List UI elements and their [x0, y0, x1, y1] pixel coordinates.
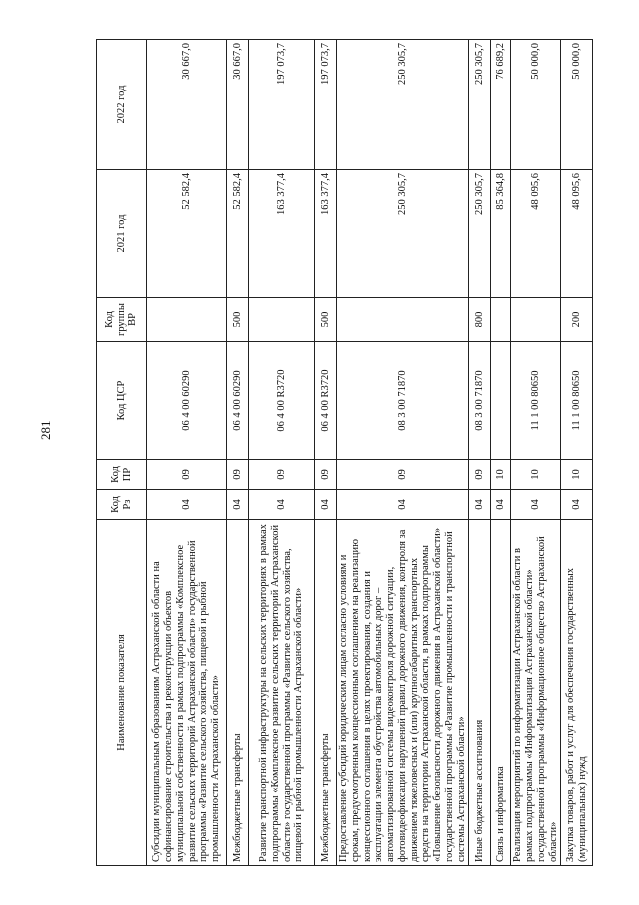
- cell-pr: 09: [337, 460, 469, 490]
- cell-csr: 08 3 00 71870: [337, 342, 469, 460]
- cell-csr: 06 4 00 R3720: [315, 342, 337, 460]
- cell-vr: 500: [227, 298, 249, 342]
- cell-vr: [337, 298, 469, 342]
- cell-vr: 200: [561, 298, 593, 342]
- col-header-2022: 2022 год: [97, 40, 147, 170]
- cell-csr: 11 1 00 80650: [511, 342, 561, 460]
- col-header-name: Наименование показателя: [97, 520, 147, 866]
- col-header-vr: Код группы ВР: [97, 298, 147, 342]
- cell-rz: 04: [249, 490, 315, 520]
- page-number: 281: [38, 420, 53, 440]
- cell-2022: 250 305,7: [337, 40, 469, 170]
- budget-table: [96, 39, 593, 866]
- cell-2021: 52 582,4: [147, 170, 227, 298]
- cell-pr: 10: [491, 460, 511, 490]
- cell-pr: 09: [227, 460, 249, 490]
- cell-csr: 06 4 00 60290: [227, 342, 249, 460]
- col-header-rz: Код Рз: [97, 490, 147, 520]
- cell-csr: 06 4 00 R3720: [249, 342, 315, 460]
- cell-2021: 163 377,4: [249, 170, 315, 298]
- cell-2022: 50 000,0: [511, 40, 561, 170]
- cell-2022: 50 000,0: [561, 40, 593, 170]
- cell-2021: 163 377,4: [315, 170, 337, 298]
- cell-rz: 04: [337, 490, 469, 520]
- table-row: [249, 40, 315, 866]
- table-row: [511, 40, 561, 866]
- cell-pr: 10: [511, 460, 561, 490]
- cell-rz: 04: [227, 490, 249, 520]
- cell-2021: 52 582,4: [227, 170, 249, 298]
- cell-2021: 250 305,7: [337, 170, 469, 298]
- table-row: [227, 40, 249, 866]
- header-row: [97, 40, 147, 866]
- cell-vr: [147, 298, 227, 342]
- cell-2022: 197 073,7: [249, 40, 315, 170]
- budget-table-container: [96, 40, 588, 866]
- cell-rz: 04: [147, 490, 227, 520]
- table-row: [147, 40, 227, 866]
- cell-2022: 76 689,2: [491, 40, 511, 170]
- table-row: [337, 40, 469, 866]
- cell-name: Межбюджетные трансферты: [315, 520, 337, 866]
- cell-pr: 09: [249, 460, 315, 490]
- col-header-2021: 2021 год: [97, 170, 147, 298]
- cell-name: Предоставление субсидий юридическим лицам согласно условиям и срокам, предусмотренным концессионным соглашением на реализацию концессионного соглашения в целях проектирования, создания и эксплуатации элемента обустройства автомобильных дорог – автоматизированной системы видеоконтроля дорожной ситуации, фотовидеофиксации нарушений правил дорожного движения, контроля за движением тяжеловесных и (или) крупногабаритных транспортных средств на территории Астраханской области, в рамках подпрограммы «Повышение безопасности дорожного движения в Астраханской области» государственной программы «Развитие промышленности и транспортной системы Астраханской области»: [337, 520, 469, 866]
- cell-2021: 85 364,8: [491, 170, 511, 298]
- cell-csr: 08 3 00 71870: [469, 342, 491, 460]
- cell-pr: 09: [147, 460, 227, 490]
- cell-2022: 30 667,0: [147, 40, 227, 170]
- cell-2021: 48 095,6: [561, 170, 593, 298]
- col-header-csr: Код ЦСР: [97, 342, 147, 460]
- cell-2022: 197 073,7: [315, 40, 337, 170]
- cell-vr: [491, 298, 511, 342]
- cell-rz: 04: [561, 490, 593, 520]
- cell-vr: [511, 298, 561, 342]
- cell-rz: 04: [491, 490, 511, 520]
- cell-rz: 04: [511, 490, 561, 520]
- col-header-pr: Код ПР: [97, 460, 147, 490]
- cell-name: Межбюджетные трансферты: [227, 520, 249, 866]
- table-row: [315, 40, 337, 866]
- cell-name: Связь и информатика: [491, 520, 511, 866]
- cell-2021: 48 095,6: [511, 170, 561, 298]
- cell-2021: 250 305,7: [469, 170, 491, 298]
- cell-csr: 06 4 00 60290: [147, 342, 227, 460]
- cell-pr: 09: [469, 460, 491, 490]
- cell-csr: 11 1 00 80650: [561, 342, 593, 460]
- cell-name: Субсидии муниципальным образованиям Астраханской области на софинансирование строительства и реконструкции объектов муниципальной собственности в рамках подпрограммы «Комплексное развитие сельских территорий Астраханской области» государственной программы «Развитие сельского хозяйства, пищевой и рыбной промышленности Астраханской области»: [147, 520, 227, 866]
- cell-csr: [491, 342, 511, 460]
- cell-vr: 500: [315, 298, 337, 342]
- cell-name: Иные бюджетные ассигнования: [469, 520, 491, 866]
- cell-rz: 04: [469, 490, 491, 520]
- cell-name: Закупка товаров, работ и услуг для обеспечения государственных (муниципальных) нужд: [561, 520, 593, 866]
- cell-vr: [249, 298, 315, 342]
- cell-name: Реализация мероприятий по информатизации Астраханской области в рамках подпрограммы «Информатизация Астраханской области» государственной программы «Информационное общество Астраханской области»: [511, 520, 561, 866]
- cell-2022: 250 305,7: [469, 40, 491, 170]
- cell-2022: 30 667,0: [227, 40, 249, 170]
- cell-rz: 04: [315, 490, 337, 520]
- cell-name: Развитие транспортной инфраструктуры на сельских территориях в рамках подпрограммы «Комплексное развитие сельских территорий Астраханской области» государственной программы «Развитие сельского хозяйства, пищевой и рыбной промышленности Астраханской области»: [249, 520, 315, 866]
- cell-pr: 09: [315, 460, 337, 490]
- table-row: [491, 40, 511, 866]
- cell-vr: 800: [469, 298, 491, 342]
- table-row: [469, 40, 491, 866]
- table-row: [561, 40, 593, 866]
- cell-pr: 10: [561, 460, 593, 490]
